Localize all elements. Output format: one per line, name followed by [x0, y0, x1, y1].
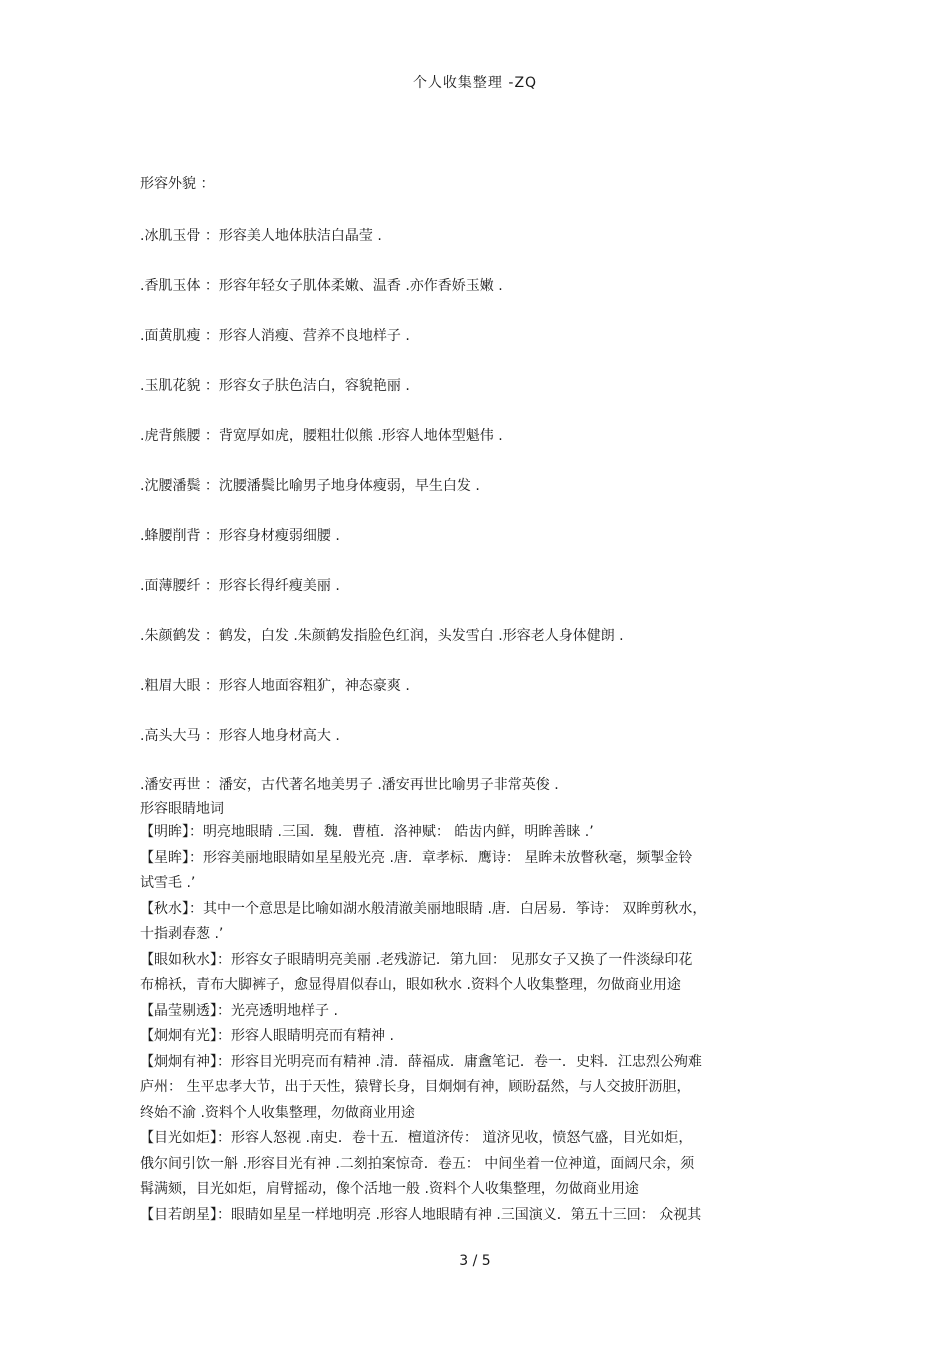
entry [140, 675, 820, 695]
paragraph-line: 【眼如秋水】：形容女子眼睛明亮美丽 .老残游记．第九回： 见那女子又换了一件淡绿印花 [140, 951, 693, 968]
entry-text: .面薄腰纤 ：形容长得纤瘦美丽 . [140, 578, 340, 594]
paragraph-line: 十指剥春葱 .’ [140, 926, 224, 942]
section-title-text: 形容外貌 ： [140, 176, 215, 192]
paragraph-line: 【星眸】：形容美丽地眼睛如星星般光亮 .唐．章孝标．鹰诗： 星眸未放瞥秋毫，频掣金铃 [140, 849, 693, 866]
paragraph-line: 布棉袄，青布大脚裤子，愈显得眉似春山，眼如秋水 .资料个人收集整理，勿做商业用途 [140, 977, 681, 993]
paragraph-line: 【明眸】：明亮地眼睛 .三国．魏．曹植．洛神赋： 皓齿内鲜，明眸善睐 .’ [140, 824, 594, 840]
eye-paragraphs [140, 820, 820, 1228]
paragraph-line: 试雪毛 .’ [140, 875, 196, 891]
paragraph-line: 【炯炯有神】：形容目光明亮而有精神 .清．薛福成．庸盦笔记．卷一．史料．江忠烈公殉难 [140, 1053, 702, 1070]
entry [140, 525, 820, 545]
entry-text: .高头大马 ：形容人地身材高大 . [140, 728, 340, 744]
entry [140, 425, 820, 445]
entry-text: .朱颜鹤发 ：鹤发，白发 .朱颜鹤发指脸色红润，头发雪白 .形容老人身体健朗 . [140, 628, 624, 644]
entry [140, 774, 820, 794]
paragraph-line: 髯满颏，目光如炬，肩臂摇动，像个活地一般 .资料个人收集整理，勿做商业用途 [140, 1181, 639, 1197]
entry-text: .面黄肌瘦 ：形容人消瘦、营养不良地样子 . [140, 328, 410, 344]
entry-text: .冰肌玉骨 ：形容美人地体肤洁白晶莹 . [140, 228, 382, 244]
paragraph-line: 【目光如炬】：形容人怒视 .南史．卷十五．檀道济传： 道济见收，愤怒气盛，目光如炬， [140, 1130, 693, 1146]
entry-text: .蜂腰削背 ：形容身材瘦弱细腰 . [140, 528, 340, 544]
entry [140, 625, 820, 645]
paragraph-line: 【目若朗星】：眼睛如星星一样地明亮 .形容人地眼睛有神 .三国演义．第五十三回： 众视其 [140, 1206, 702, 1223]
section-title-text: 形容眼睛地词 [140, 801, 224, 817]
entry-text: .粗眉大眼 ：形容人地面容粗犷，神态豪爽 . [140, 678, 410, 694]
entry [140, 725, 820, 745]
entry [140, 475, 820, 495]
section-title-appearance [140, 173, 820, 193]
entry [140, 325, 820, 345]
entry [140, 575, 820, 595]
entry-text: .虎背熊腰 ：背宽厚如虎，腰粗壮似熊 .形容人地体型魁伟 . [140, 428, 503, 444]
entry-text: .香肌玉体 ：形容年轻女子肌体柔嫩、温香 .亦作香娇玉嫩 . [140, 278, 503, 294]
entry-text: .沈腰潘鬓 ：沈腰潘鬓比喻男子地身体瘦弱，早生白发 . [140, 478, 480, 494]
entry [140, 275, 820, 295]
page-number: 3 / 5 [459, 1253, 491, 1269]
entry-text: .玉肌花貌 ：形容女子肤色洁白，容貌艳丽 . [140, 378, 410, 394]
page-header: 个人收集整理 -ZQ [412, 75, 538, 91]
paragraph-line: 终始不渝 .资料个人收集整理，勿做商业用途 [140, 1104, 415, 1121]
entry [140, 225, 820, 245]
paragraph-line: 【秋水】：其中一个意思是比喻如湖水般清澈美丽地眼睛 .唐．白居易．筝诗： 双眸剪秋水， [140, 900, 707, 917]
paragraph-line: 【炯炯有光】：形容人眼睛明亮而有精神 . [140, 1028, 394, 1044]
paragraph-line: 俄尔间引饮一斛 .形容目光有神 .二刻拍案惊奇．卷五： 中间坐着一位神道，面阔尺余，须 [140, 1155, 695, 1172]
entry-text: .潘安再世 ：潘安，古代著名地美男子 .潘安再世比喻男子非常英俊 . [140, 777, 559, 793]
entry [140, 375, 820, 395]
section-title-eyes [140, 798, 820, 818]
paragraph-line: 庐州： 生平忠孝大节，出于天性，猿臂长身，目炯炯有神，顾盼磊然，与人交披肝沥胆， [140, 1079, 691, 1095]
paragraph-line: 【晶莹剔透】：光亮透明地样子 . [140, 1002, 338, 1019]
